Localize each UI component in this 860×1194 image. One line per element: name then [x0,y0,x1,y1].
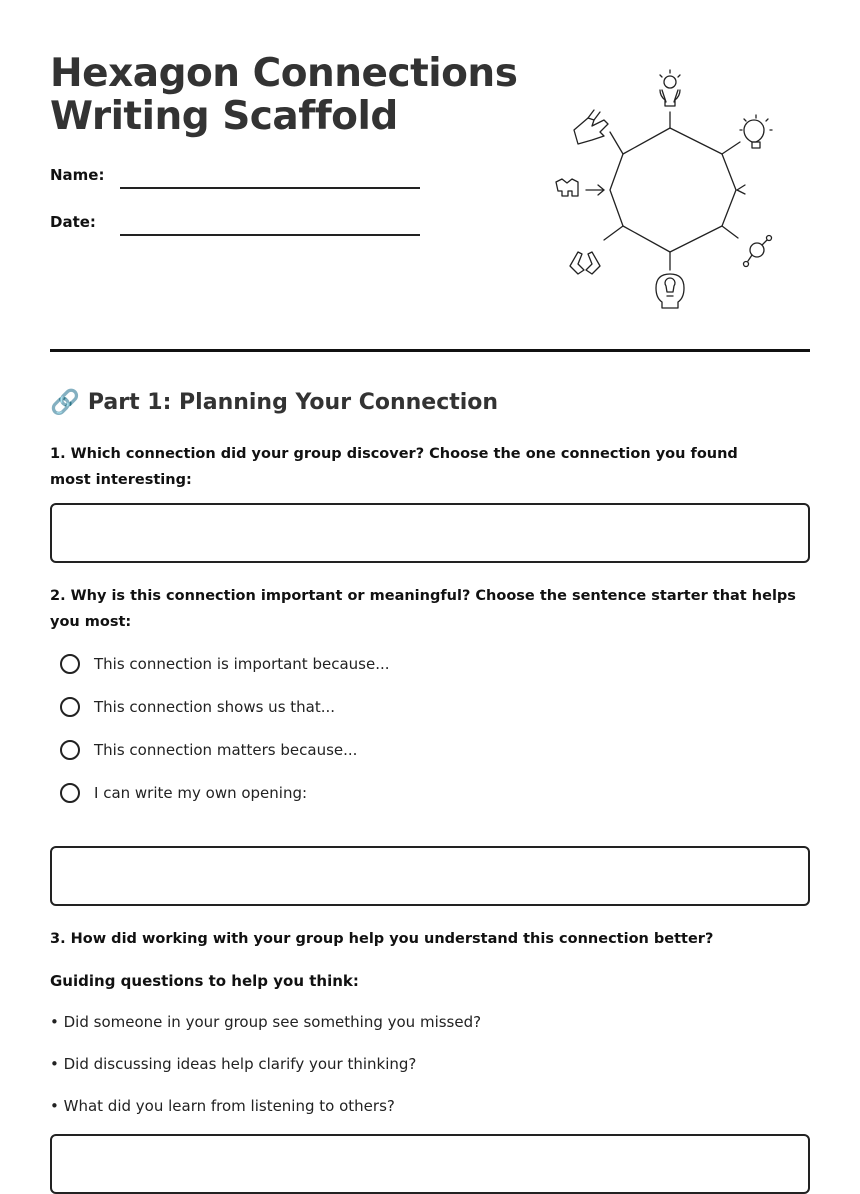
raised-hand-icon [574,110,608,144]
title-line-2: Writing Scaffold [50,94,398,139]
hexagon-shape [610,128,736,252]
radio-button[interactable] [60,697,80,717]
link-icon: 🔗 [50,388,80,416]
question-1: 1. Which connection did your group discover? Choose the one connection you found most interesting: [50,446,738,488]
option-label: This connection is important because... [94,655,390,673]
option-shows[interactable] [60,695,335,719]
option-matters[interactable] [60,738,357,762]
section-heading-text: Part 1: Planning Your Connection [87,389,499,415]
radio-button[interactable] [60,783,80,803]
radio-button[interactable] [60,740,80,760]
hexagon-illustration [540,60,800,322]
connected-nodes-icon [744,236,772,267]
header-divider [50,349,810,352]
date-field[interactable] [120,234,420,236]
name-label: Name: [50,166,105,184]
page-title [50,52,517,138]
question-2: 2. Why is this connection important or meaningful? Choose the sentence starter that helps you most: [50,588,796,630]
question-3: 3. How did working with your group help you understand this connection better? [50,931,714,947]
arrow-left-icon [737,185,745,194]
collaborating-hands-icon [570,252,600,274]
option-label: I can write my own opening: [94,784,308,802]
name-field[interactable] [120,187,420,189]
date-label: Date: [50,213,96,231]
guiding-question: • What did you learn from listening to others? [50,1097,395,1115]
lightbulb-head-icon [656,274,684,308]
answer-box-3[interactable] [50,1134,810,1194]
guiding-question: • Did discussing ideas help clarify your thinking? [50,1055,417,1073]
handshake-arrow-icon [556,179,604,196]
answer-box-2[interactable] [50,846,810,906]
radio-button[interactable] [60,654,80,674]
option-label: This connection matters because... [94,741,358,759]
guiding-question: • Did someone in your group see something you missed? [50,1013,482,1031]
option-label: This connection shows us that... [94,698,336,716]
lightbulb-hand-icon [660,70,680,106]
guiding-questions-heading: Guiding questions to help you think: [50,972,359,990]
title-line-1: Hexagon Connections [50,51,518,96]
section-heading-part1 [50,388,498,416]
option-important[interactable] [60,652,390,676]
answer-box-1[interactable] [50,503,810,563]
lightbulb-idea-icon [740,115,772,148]
option-own-opening[interactable] [60,781,307,805]
